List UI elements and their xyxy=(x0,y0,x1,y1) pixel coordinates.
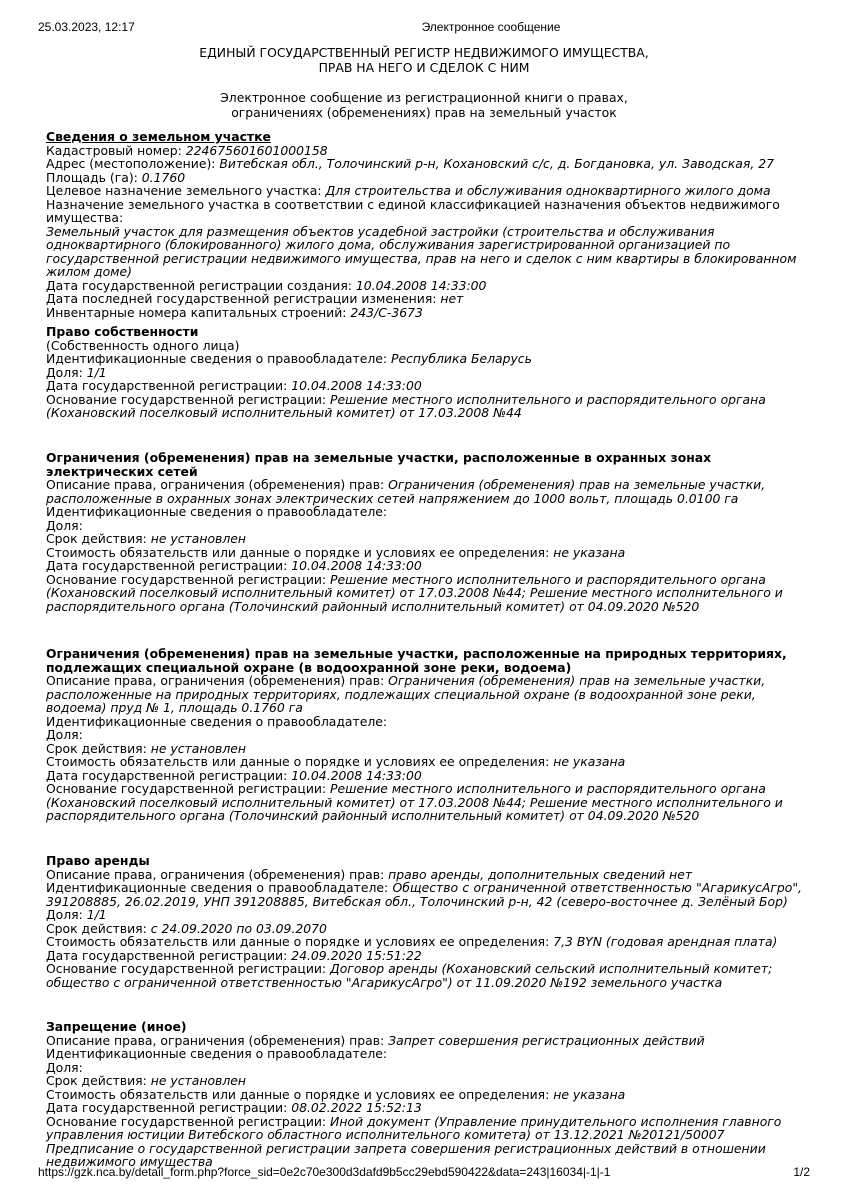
field-share: Доля: xyxy=(46,1059,83,1075)
field-purpose xyxy=(46,184,802,198)
field-label: Срок действия: xyxy=(46,920,151,936)
field-term xyxy=(46,532,802,546)
field-value: Общество с ограниченной ответственностью "АгарикусАгро", 391208885, 26.02.2019, УНП 391208885, Витебская обл., Толочинский р-н, 42 (северо-восточнее д. Зелёный Бор) xyxy=(46,880,802,909)
field-value: Запрет совершения регистрационных действий xyxy=(388,1032,705,1048)
field-holder xyxy=(46,881,802,908)
field-value: Договор аренды (Кохановский сельский исполнительный комитет; общество с ограниченной ответственностью "АгарикусАгро") от 11.09.2020 №192 земельного участка xyxy=(46,961,773,990)
field-registration-basis xyxy=(46,962,802,989)
field-registration-basis xyxy=(46,573,802,614)
field-classification-value: Земельный участок для размещения объектов усадебной застройки (строительства и обслуживания одноквартирного (блокированного) жилого дома, обслуживания зарегистрированной организацией по государственной регистрации недвижимого имущества, прав на него и сделок с ним квартиры в блокированном жилом доме) xyxy=(46,223,797,279)
field-value: не установлен xyxy=(150,740,246,756)
section-lease xyxy=(46,854,802,989)
section-heading: Право собственности xyxy=(46,324,199,339)
field-label: Описание права, ограничения (обременения) прав: xyxy=(46,1032,389,1048)
field-label: Описание права, ограничения (обременения) прав: xyxy=(46,866,389,882)
field-holder: Идентификационные сведения о правообладателе: xyxy=(46,1046,388,1061)
field-label: Идентификационные сведения о правообладателе: xyxy=(46,880,393,895)
document-title-line1: ЕДИНЫЙ ГОСУДАРСТВЕННЫЙ РЕГИСТР НЕДВИЖИМОГО ИМУЩЕСТВА, xyxy=(199,45,649,60)
section-heading: Ограничения (обременения) прав на земельные участки, расположенные на природных территориях, подлежащих специальной охране (в водоохранной зоне реки, водоема) xyxy=(46,646,787,675)
field-label: Дата государственной регистрации создания: xyxy=(46,277,356,293)
field-changed-date xyxy=(46,292,802,306)
section-plot-info xyxy=(46,130,802,319)
field-label: Стоимость обязательств или данные о порядке и условиях ее определения: xyxy=(46,934,554,949)
document-subtitle xyxy=(0,90,848,120)
field-term xyxy=(46,1074,802,1088)
field-value: с 24.09.2020 по 03.09.2070 xyxy=(150,920,327,936)
field-cost xyxy=(46,935,802,949)
field-share: Доля: xyxy=(46,727,83,742)
field-label: Кадастровый номер: xyxy=(46,142,186,158)
field-value: не установлен xyxy=(150,531,246,546)
field-value: нет xyxy=(440,291,464,306)
field-label: Стоимость обязательств или данные о порядке и условиях ее определения: xyxy=(46,1086,554,1102)
field-inventory-numbers xyxy=(46,306,802,320)
field-value: Для строительства и обслуживания одноквартирного жилого дома xyxy=(325,183,771,198)
field-area xyxy=(46,171,802,185)
field-value: 10.04.2008 14:33:00 xyxy=(291,558,422,573)
field-ownership-kind: (Собственность одного лица) xyxy=(46,337,240,353)
field-label: Срок действия: xyxy=(46,531,151,546)
field-value: 7,3 BYN (годовая арендная плата) xyxy=(553,934,778,949)
print-datetime: 25.03.2023, 12:17 xyxy=(38,20,135,34)
field-label: Основание государственной регистрации: xyxy=(46,1113,331,1129)
field-value: Республика Беларусь xyxy=(391,351,532,366)
page-number: 1/2 xyxy=(793,1165,810,1179)
field-value: 10.04.2008 14:33:00 xyxy=(291,378,422,393)
field-share: Доля: xyxy=(46,517,83,533)
field-registration-date xyxy=(46,559,802,573)
field-share xyxy=(46,366,802,380)
field-value: 1/1 xyxy=(86,364,107,380)
field-cost xyxy=(46,1088,802,1102)
field-value: 08.02.2022 15:52:13 xyxy=(291,1100,422,1115)
field-classification-label: Назначение земельного участка в соответствии с единой классификацией назначения объектов недвижимого имущества: xyxy=(46,196,780,225)
field-value: 10.04.2008 14:33:00 xyxy=(291,767,422,783)
field-label: Описание права, ограничения (обременения) прав: xyxy=(46,477,389,492)
field-cost xyxy=(46,546,802,560)
field-description xyxy=(46,674,802,715)
field-registration-date xyxy=(46,949,802,963)
field-registration-date xyxy=(46,379,802,393)
field-registration-basis xyxy=(46,1115,802,1169)
field-value: не указана xyxy=(553,754,626,769)
field-value: Решение местного исполнительного и распорядительного органа (Кохановский поселковый исполнительный комитет) от 17.03.2008 №44 xyxy=(46,391,766,420)
field-value: 224675601601000158 xyxy=(185,142,328,158)
field-label: Описание права, ограничения (обременения) прав: xyxy=(46,673,389,688)
document-title-line2: ПРАВ НА НЕГО И СДЕЛОК С НИМ xyxy=(318,60,530,75)
field-label: Основание государственной регистрации: xyxy=(46,571,331,587)
field-value: Решение местного исполнительного и распорядительного органа (Кохановский поселковый исполнительный комитет) от 17.03.2008 №44; Решение местного исполнительного и распорядительного органа (Толочинский районный исполнительный комитет) от 04.09.2020 №520 xyxy=(46,571,783,614)
field-label: Площадь (га): xyxy=(46,169,142,185)
field-value: Витебская обл., Толочинский р-н, Кохановский с/с, д. Богдановка, ул. Заводская, 27 xyxy=(219,156,774,171)
field-value: 10.04.2008 14:33:00 xyxy=(355,277,487,293)
field-address xyxy=(46,157,802,171)
field-label: Инвентарные номера капитальных строений: xyxy=(46,304,351,320)
field-value: не указана xyxy=(553,1086,626,1102)
field-term xyxy=(46,742,802,756)
field-label: Дата государственной регистрации: xyxy=(46,767,292,783)
field-label: Дата государственной регистрации: xyxy=(46,558,292,573)
field-label: Срок действия: xyxy=(46,1073,151,1088)
document-title xyxy=(0,45,848,75)
field-registration-date xyxy=(46,1101,802,1115)
field-label: Адрес (местоположение): xyxy=(46,156,220,171)
section-heading: Запрещение (иное) xyxy=(46,1019,187,1034)
field-holder: Идентификационные сведения о правообладателе: xyxy=(46,504,388,519)
field-cadastral-number xyxy=(46,144,802,158)
field-label: Дата государственной регистрации: xyxy=(46,378,292,393)
field-holder: Идентификационные сведения о правообладателе: xyxy=(46,713,388,729)
field-value: не установлен xyxy=(150,1073,246,1088)
field-label: Стоимость обязательств или данные о порядке и условиях ее определения: xyxy=(46,544,554,560)
section-prohibition xyxy=(46,1020,802,1169)
field-value: Ограничения (обременения) прав на земельные участки, расположенные на природных территориях, подлежащих специальной охране (в водоохранной зоне реки, водоема) пруд № 1, площадь 0.1760 га xyxy=(46,673,766,715)
field-cost xyxy=(46,755,802,769)
field-value: 0.1760 xyxy=(141,169,186,185)
section-heading: Право аренды xyxy=(46,853,150,868)
field-description xyxy=(46,1034,802,1048)
field-label: Срок действия: xyxy=(46,740,151,756)
field-label: Доля: xyxy=(46,364,87,380)
field-value: 243/С-3673 xyxy=(350,304,423,320)
field-label: Дата государственной регистрации: xyxy=(46,947,292,963)
field-value: 24.09.2020 15:51:22 xyxy=(291,947,422,963)
field-label: Стоимость обязательств или данные о порядке и условиях ее определения: xyxy=(46,754,554,769)
section-ownership xyxy=(46,325,802,420)
field-label: Дата государственной регистрации: xyxy=(46,1100,292,1115)
field-value: 1/1 xyxy=(86,907,107,922)
section-heading: Сведения о земельном участке xyxy=(46,129,271,144)
field-term xyxy=(46,922,802,936)
field-label: Основание государственной регистрации: xyxy=(46,391,331,407)
field-label: Основание государственной регистрации: xyxy=(46,781,331,796)
field-registration-basis xyxy=(46,393,802,420)
print-url: https://gzk.nca.by/detail_form.php?force_sid=0e2c70e300d3dafd9b5cc29ebd590422&data=243|16034|-1|-1 xyxy=(38,1165,611,1179)
section-restriction-water-protection xyxy=(46,647,802,823)
section-heading: Ограничения (обременения) прав на земельные участки, расположенные в охранных зонах электрических сетей xyxy=(46,450,712,479)
field-holder xyxy=(46,352,802,366)
field-created-date xyxy=(46,279,802,293)
field-description xyxy=(46,478,802,505)
field-value: право аренды, дополнительных сведений нет xyxy=(388,866,693,882)
section-restriction-electric xyxy=(46,451,802,613)
field-value: Иной документ (Управление принудительного исполнения главного управления юстиции Витебского областного исполнительного комитета) от 13.12.2021 №20121/50007 Предписание о государственной регистрации запрета совершения регистрационных действий в отношении недвижимого имущества xyxy=(46,1113,782,1169)
field-label: Основание государственной регистрации: xyxy=(46,961,331,976)
print-title: Электронное сообщение xyxy=(421,20,561,34)
document-subtitle-line2: ограничениях (обременениях) прав на земельный участок xyxy=(231,105,617,120)
field-label: Целевое назначение земельного участка: xyxy=(46,183,326,198)
field-label: Дата последней государственной регистрации изменения: xyxy=(46,291,441,306)
field-share xyxy=(46,908,802,922)
field-registration-date xyxy=(46,769,802,783)
field-value: не указана xyxy=(553,544,626,560)
field-value: Решение местного исполнительного и распорядительного органа (Кохановский поселковый исполнительный комитет) от 17.03.2008 №44; Решение местного исполнительного и распорядительного органа (Толочинский районный исполнительный комитет) от 04.09.2020 №520 xyxy=(46,781,783,823)
field-description xyxy=(46,868,802,882)
field-label: Доля: xyxy=(46,907,87,922)
document-subtitle-line1: Электронное сообщение из регистрационной книги о правах, xyxy=(220,90,628,105)
field-value: Ограничения (обременения) прав на земельные участки, расположенные в охранных зонах электрических сетей напряжением до 1000 вольт, площадь 0.0100 га xyxy=(46,477,766,506)
field-registration-basis xyxy=(46,782,802,823)
field-label: Идентификационные сведения о правообладателе: xyxy=(46,351,391,366)
